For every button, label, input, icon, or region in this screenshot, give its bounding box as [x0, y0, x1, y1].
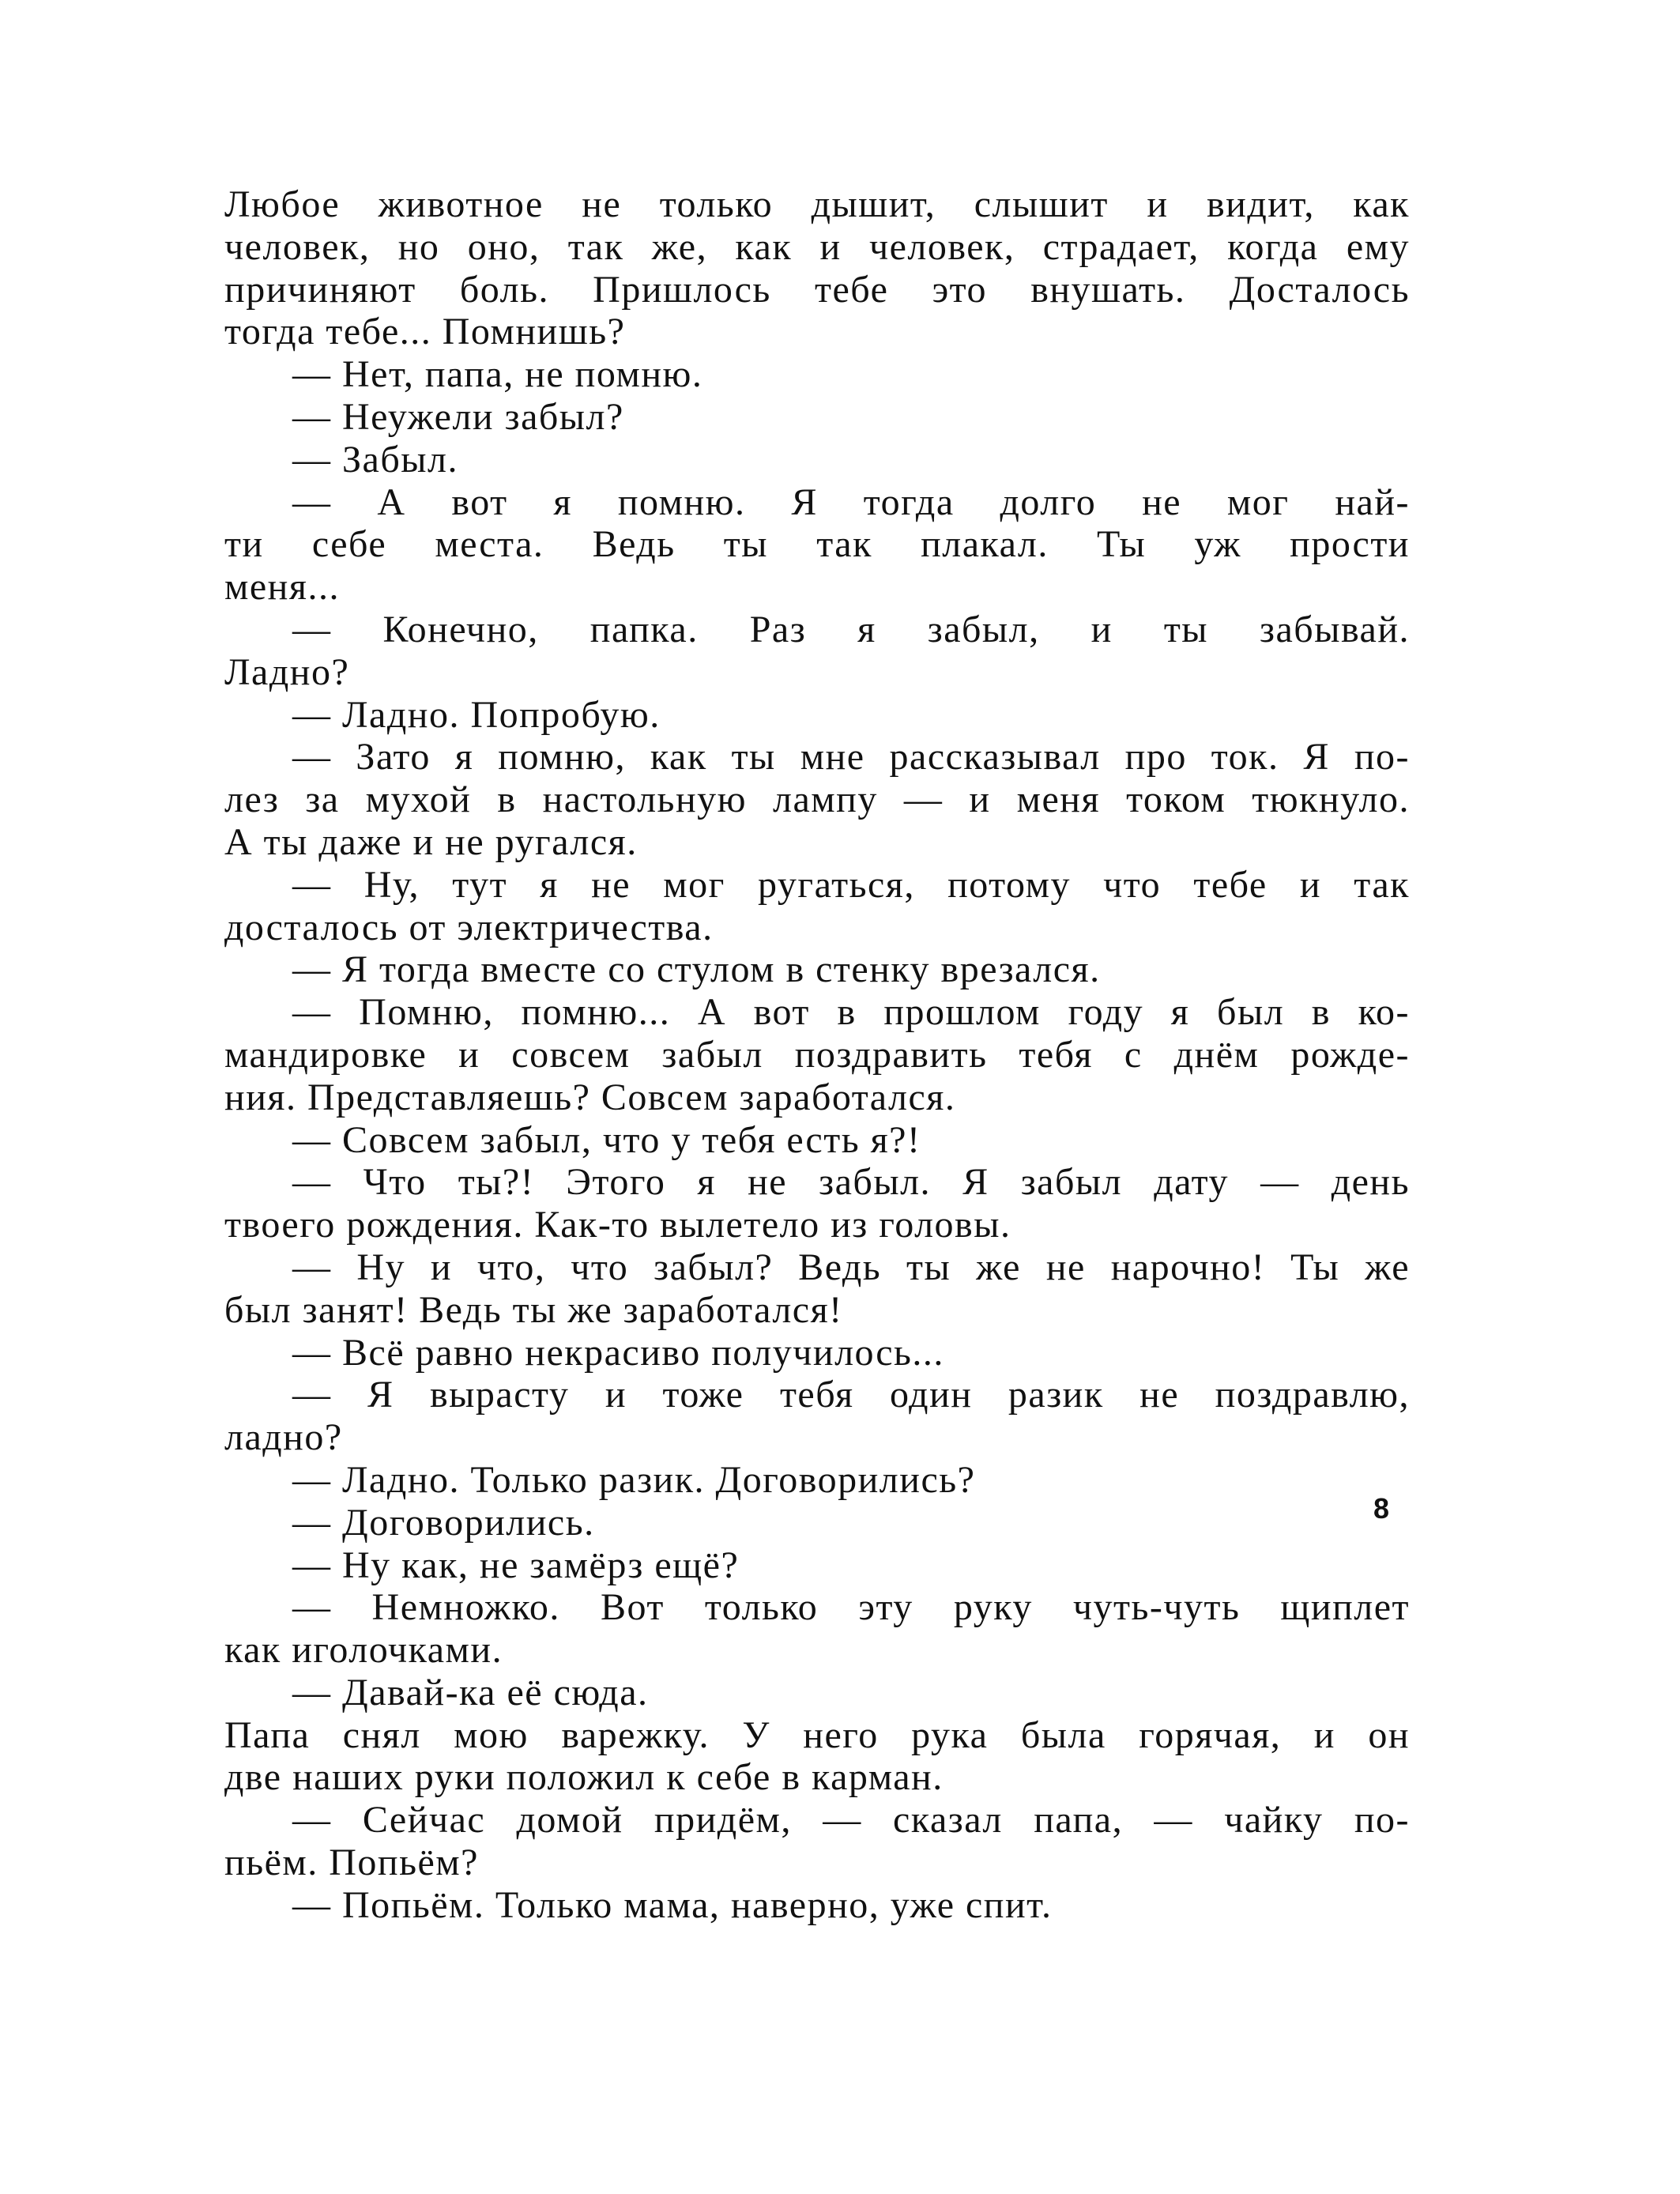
text-line: ния. Представляешь? Совсем заработался. — [224, 1076, 956, 1118]
text-line: — Попьём. Только мама, наверно, уже спит. — [292, 1883, 1053, 1926]
text-line: — Ну, тут я не мог ругаться, потому что тебе и так — [292, 863, 1410, 906]
text-line: — Немножко. Вот только эту руку чуть-чуть щиплет — [292, 1586, 1410, 1629]
text-line: — Ладно. Попробую. — [292, 693, 661, 736]
text-line: — Давай-ка её сюда. — [292, 1671, 649, 1713]
text-line: А ты даже и не ругался. — [224, 820, 638, 863]
text-line: две наших руки положил к себе в карман. — [224, 1756, 944, 1799]
page-number: 8 — [1373, 1492, 1390, 1525]
text-line: — Ну и что, что забыл? Ведь ты же не нарочно! Ты же — [292, 1246, 1410, 1288]
text-line: как иголочками. — [224, 1629, 503, 1672]
text-line: — Что ты?! Этого я не забыл. Я забыл дату — день — [292, 1161, 1410, 1204]
text-line: лез за мухой в настольную лампу — и меня током тюкнуло. — [224, 778, 1410, 821]
text-line: меня... — [224, 566, 340, 609]
text-line: мандировке и совсем забыл поздравить тебя с днём рожде- — [224, 1033, 1410, 1076]
text-line: Папа снял мою варежку. У него рука была горячая, и он — [224, 1713, 1410, 1756]
text-line: — Сейчас домой придём, — сказал папа, — чайку по- — [292, 1799, 1410, 1842]
text-line: — Всё равно некрасиво получилось... — [292, 1331, 944, 1374]
text-line: — Ладно. Только разик. Договорились? — [292, 1458, 976, 1501]
text-line: тогда тебе... Помнишь? — [224, 311, 626, 353]
text-line: был занят! Ведь ты же заработался! — [224, 1288, 843, 1331]
text-line: — Неужели забыл? — [292, 395, 624, 438]
text-line: — А вот я помню. Я тогда долго не мог най- — [292, 481, 1410, 523]
text-line: — Помню, помню... А вот в прошлом году я был в ко- — [292, 991, 1410, 1034]
text-line: — Я вырасту и тоже тебя один разик не поздравлю, — [292, 1374, 1410, 1416]
text-line: — Нет, папа, не помню. — [292, 353, 703, 396]
text-line: твоего рождения. Как-то вылетело из головы. — [224, 1204, 1011, 1246]
text-line: Любое животное не только дышит, слышит и видит, как — [224, 183, 1410, 225]
text-line: ладно? — [224, 1416, 343, 1459]
text-line: Ладно? — [224, 650, 350, 693]
text-line: причиняют боль. Пришлось тебе это внушать. Досталось — [224, 268, 1410, 311]
text-line: — Забыл. — [292, 438, 458, 481]
text-line: человек, но оно, так же, как и человек, страдает, когда ему — [224, 225, 1410, 268]
text-line: ти себе места. Ведь ты так плакал. Ты уж прости — [224, 523, 1410, 566]
text-line: — Я тогда вместе со стулом в стенку врезался. — [292, 948, 1101, 991]
text-line: пьём. Попьём? — [224, 1842, 479, 1884]
text-line: — Зато я помню, как ты мне рассказывал про ток. Я по- — [292, 736, 1410, 778]
text-line: — Совсем забыл, что у тебя есть я?! — [292, 1118, 921, 1161]
text-line: — Ну как, не замёрз ещё? — [292, 1544, 740, 1586]
body-text — [224, 183, 1410, 1927]
text-line: — Конечно, папка. Раз я забыл, и ты забывай. — [292, 608, 1410, 650]
text-line: — Договорились. — [292, 1501, 595, 1544]
text-line: досталось от электричества. — [224, 906, 714, 948]
